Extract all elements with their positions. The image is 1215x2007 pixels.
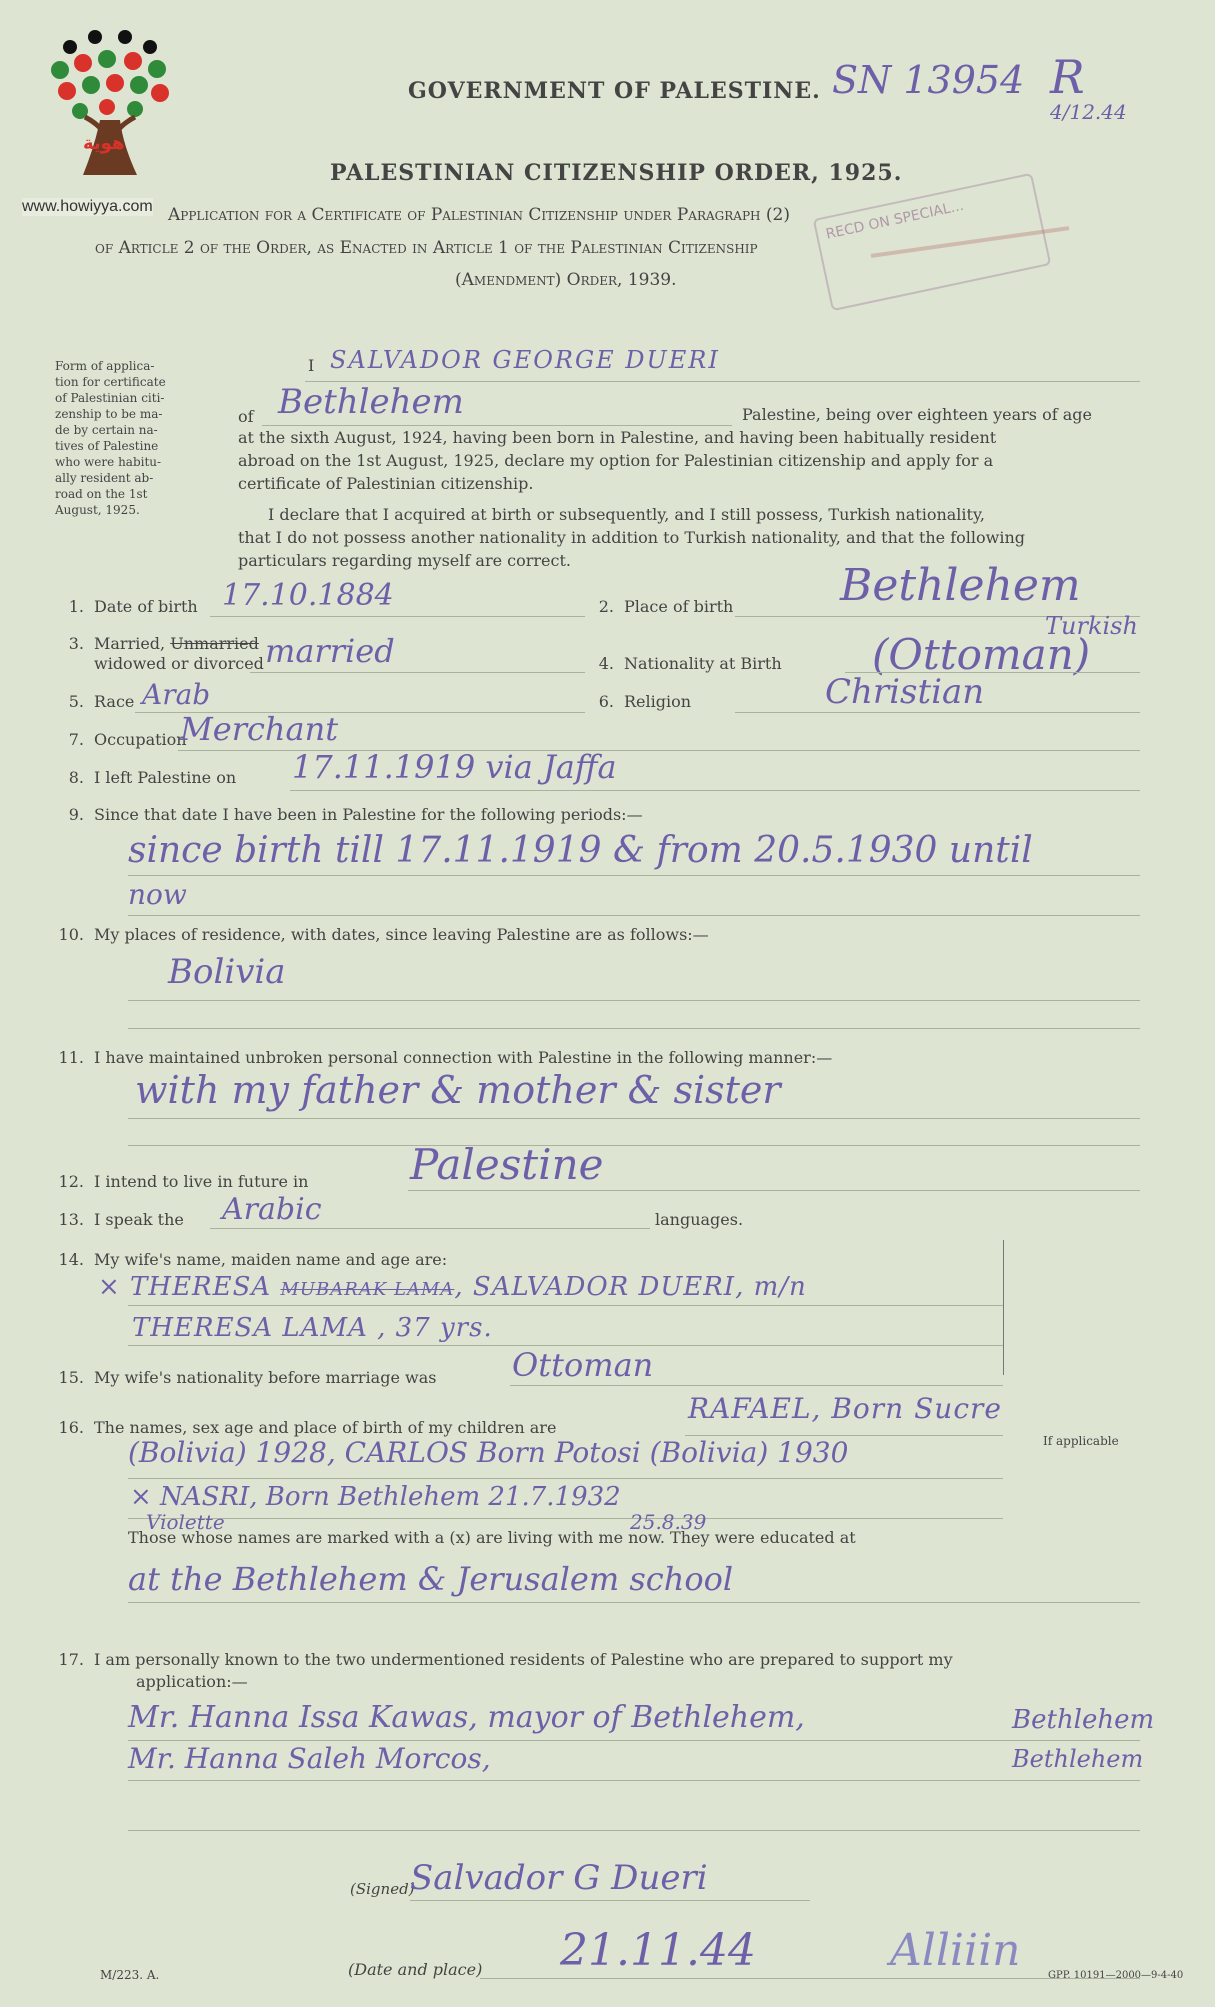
languages-value: Arabic (222, 1192, 322, 1227)
wife-nationality-value: Ottoman (512, 1346, 654, 1384)
reference-number: SN 13954 (832, 58, 1025, 102)
subtitle-line-3: (Amendment) Order, 1939. (455, 270, 677, 290)
referee-2-value: Mr. Hanna Saleh Morcos, (128, 1742, 491, 1775)
margin-note-line: who were habitu- (55, 455, 162, 469)
field-2-label: 2. Place of birth (598, 597, 734, 616)
margin-note-line: ally resident ab- (55, 471, 154, 485)
field-7-label: 7. Occupation (68, 730, 187, 749)
field-4-label: 4. Nationality at Birth (598, 654, 782, 673)
intro-line-2: at the sixth August, 1924, having been born in Palestine, and having been habitually resident (238, 428, 997, 447)
place-of-birth-value: Bethlehem (840, 560, 1081, 611)
intro-i-label: I (308, 356, 315, 375)
howiyya-logo (45, 25, 175, 195)
date-place-value: 21.11.44 (560, 1925, 756, 1976)
bracket-line (1003, 1240, 1004, 1375)
subtitle-line-1: Application for a Certificate of Palestinian Citizenship under Paragraph (2) (168, 205, 790, 225)
form-number: M/223. A. (100, 1968, 160, 1982)
maiden-name-struck: MUBARAK LAMA (280, 1279, 455, 1300)
applicant-town: Bethlehem (278, 382, 464, 422)
margin-note-line: Form of applica- (55, 359, 155, 373)
field-9-label: 9. Since that date I have been in Palestine for the following periods:— (68, 805, 643, 824)
field-10-label: 10. My places of residence, with dates, since leaving Palestine are as follows:— (58, 925, 709, 944)
children-violette-date: 25.8.39 (630, 1510, 707, 1534)
field-14-label: 14. My wife's name, maiden name and age are: (58, 1250, 448, 1269)
signed-label: (Signed) (350, 1880, 415, 1898)
referee-2-town: Bethlehem (1012, 1745, 1144, 1773)
residences-value: Bolivia (168, 952, 286, 992)
if-applicable-note: If applicable (1043, 1434, 1119, 1448)
wife-name-value-2: THERESA LAMA , 37 yrs. (132, 1313, 493, 1343)
field-3-label: 3. Married, Unmarried (68, 634, 259, 653)
race-value: Arab (142, 678, 211, 711)
referee-1-value: Mr. Hanna Issa Kawas, mayor of Bethlehem, (128, 1700, 805, 1735)
referee-1-town: Bethlehem (1012, 1705, 1155, 1735)
margin-note-line: road on the 1st (55, 487, 148, 501)
field-13-label: 13. I speak the (58, 1210, 184, 1229)
field-17-label-1: 17. I am personally known to the two undermentioned residents of Palestine who are prepared to support my (58, 1650, 953, 1669)
received-stamp (813, 173, 1052, 312)
field-6-label: 6. Religion (598, 692, 692, 711)
subtitle-line-2: of Article 2 of the Order, as Enacted in Article 1 of the Palestinian Citizenship (95, 238, 758, 258)
declaration-line-2: that I do not possess another nationality in addition to Turkish nationality, and that the following (238, 528, 1026, 547)
field-15-label: 15. My wife's nationality before marriage was (58, 1368, 437, 1387)
margin-note-line: tion for certificate (55, 375, 166, 389)
declaration-line-3: particulars regarding myself are correct. (238, 551, 571, 570)
religion-value: Christian (825, 672, 985, 712)
children-violette: Violette (146, 1510, 225, 1534)
logo-arabic-text: هوية (83, 133, 125, 154)
tree-logo-icon (45, 25, 175, 195)
margin-note (55, 358, 205, 518)
stamp-text: RECD ON SPECIAL... (824, 197, 966, 243)
nationality-value-above: Turkish (1045, 612, 1138, 640)
periods-in-palestine-value-1: since birth till 17.11.1919 & from 20.5.1930 until (128, 830, 1033, 871)
applicant-signature: Salvador G Dueri (410, 1858, 708, 1898)
occupation-value: Merchant (180, 710, 339, 748)
declaration-line-1: I declare that I acquired at birth or subsequently, and I still possess, Turkish nationality, (268, 505, 985, 524)
field-16-label: 16. The names, sex age and place of birth of my children are (58, 1418, 557, 1437)
field-5-label: 5. Race (68, 692, 135, 711)
children-value-2: (Bolivia) 1928, CARLOS Born Potosi (Bolivia) 1930 (128, 1436, 849, 1469)
date-of-birth-value: 17.10.1884 (222, 578, 394, 613)
field-12-label: 12. I intend to live in future in (58, 1172, 309, 1191)
left-palestine-value: 17.11.1919 via Jaffa (292, 748, 617, 786)
children-living-note: Those whose names are marked with a (x) are living with me now. They were educated at (128, 1528, 856, 1547)
applicant-name: SALVADOR GEORGE DUERI (330, 346, 720, 374)
marital-status-value: married (265, 632, 395, 670)
intro-line-3: abroad on the 1st August, 1925, declare my option for Palestinian citizenship and apply for a (238, 451, 994, 470)
wife-name-value-1: × THERESA MUBARAK LAMA, SALVADOR DUERI, m/n (98, 1272, 807, 1302)
nationality-value: (Ottoman) (872, 630, 1091, 679)
margin-note-line: zenship to be ma- (55, 407, 163, 421)
printer-code: GPP. 10191—2000—9-4-40 (1048, 1970, 1184, 1981)
field-1-label: 1. Date of birth (68, 597, 198, 616)
intro-of-label: of (238, 407, 254, 426)
field-17-label-2: application:— (136, 1672, 248, 1691)
logo-url: www.howiyya.com (22, 198, 153, 215)
margin-note-line: of Palestinian citi- (55, 391, 165, 405)
children-value-1: RAFAEL, Born Sucre (688, 1392, 1002, 1425)
unmarried-struck: Unmarried (170, 634, 259, 653)
margin-note-line: tives of Palestine (55, 439, 159, 453)
children-value-3: × NASRI, Born Bethlehem 21.7.1932 (130, 1482, 621, 1512)
field-8-label: 8. I left Palestine on (68, 768, 237, 787)
field-3-label-b: widowed or divorced (94, 654, 264, 673)
languages-suffix: languages. (655, 1210, 744, 1229)
future-residence-value: Palestine (410, 1140, 604, 1189)
date-place-label: (Date and place) (348, 1960, 483, 1979)
intro-line-4: certificate of Palestinian citizenship. (238, 474, 534, 493)
field-11-label: 11. I have maintained unbroken personal connection with Palestine in the following manner:— (58, 1048, 833, 1067)
government-heading: GOVERNMENT OF PALESTINE. (408, 78, 821, 104)
children-education-value: at the Bethlehem & Jerusalem school (128, 1560, 734, 1598)
reference-initial: R (1050, 50, 1085, 104)
margin-note-line: de by certain na- (55, 423, 158, 437)
order-heading: PALESTINIAN CITIZENSHIP ORDER, 1925. (330, 160, 903, 186)
personal-connection-value: with my father & mother & sister (135, 1068, 781, 1112)
reference-date: 4/12.44 (1050, 100, 1127, 124)
margin-note-line: August, 1925. (55, 503, 140, 517)
intro-line-1: Palestine, being over eighteen years of age (742, 405, 1092, 424)
official-initials: Alliiin (890, 1925, 1021, 1976)
periods-in-palestine-value-2: now (128, 878, 187, 911)
